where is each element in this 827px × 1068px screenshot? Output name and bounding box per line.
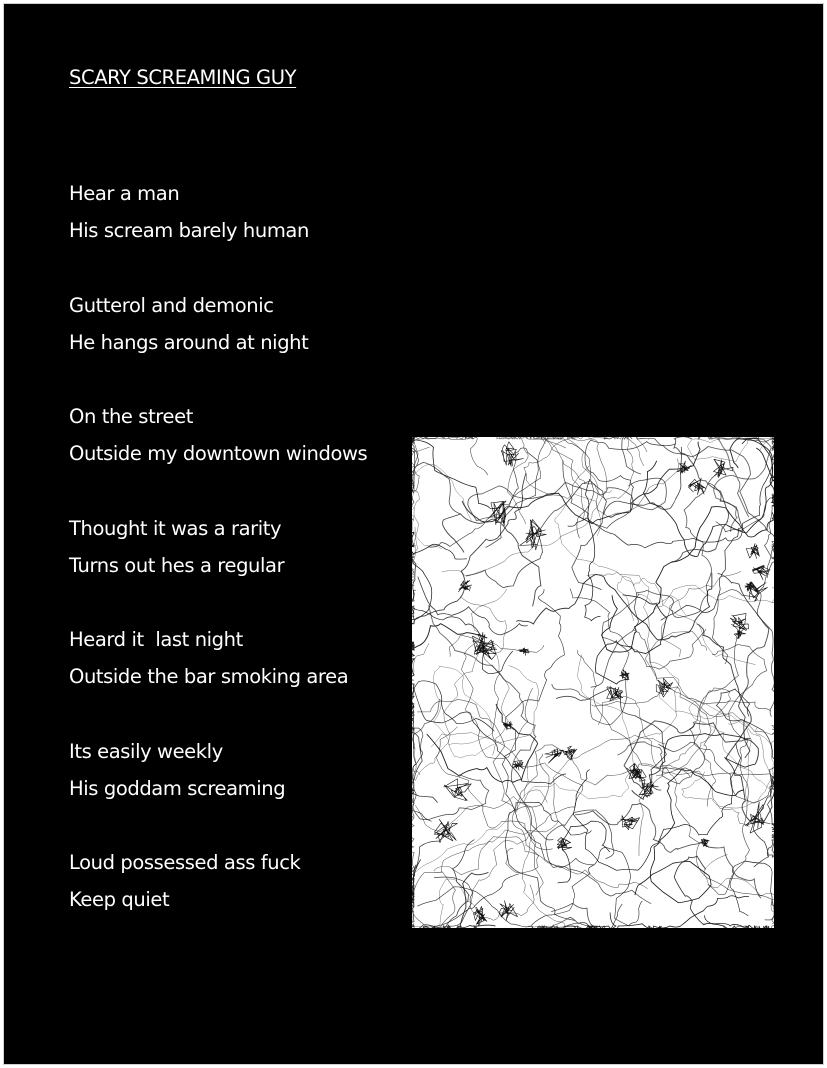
poem-line: Heard it last night	[69, 628, 243, 651]
scribble-stroke	[558, 821, 610, 883]
scribble-stroke	[436, 727, 543, 896]
scribble-stroke	[674, 856, 769, 928]
scribble-stroke	[412, 606, 513, 674]
poem-line: Keep quiet	[69, 888, 170, 911]
scribble-stroke	[505, 802, 591, 920]
scribble-stroke	[622, 437, 774, 578]
poem-line: Turns out hes a regular	[69, 553, 285, 577]
scribble-stroke	[718, 573, 769, 758]
scribble-stroke	[449, 635, 583, 849]
scribble-stroke	[523, 655, 634, 799]
poem-line: Outside the bar smoking area	[69, 665, 349, 688]
poem-body	[69, 175, 409, 956]
scribble-drawing	[412, 437, 774, 928]
stanza-3	[69, 398, 409, 472]
scribble-stroke	[415, 796, 536, 920]
poem-line: Thought it was a rarity	[69, 516, 282, 540]
scribble-stroke	[577, 896, 749, 928]
scribble-stroke	[412, 437, 488, 475]
poem-line: He hangs around at night	[69, 330, 309, 354]
poem-line: On the street	[69, 405, 193, 428]
scribble-stroke	[633, 630, 770, 711]
scribble-artwork	[412, 437, 774, 928]
scribble-stroke	[575, 803, 761, 898]
scribble-knot	[545, 748, 563, 763]
scribble-knot	[557, 837, 572, 850]
stanza-4	[69, 510, 409, 584]
scribble-knot	[444, 779, 472, 801]
scribble-stroke	[532, 903, 593, 928]
scribble-knot	[746, 544, 759, 559]
scribble-knot	[639, 781, 654, 797]
stanza-5	[69, 621, 409, 695]
scribble-stroke	[412, 696, 437, 802]
scribble-knot	[474, 906, 488, 926]
scribble-stroke	[602, 507, 774, 653]
scribble-stroke	[604, 447, 682, 515]
stanza-2	[69, 287, 409, 361]
scribble-stroke	[591, 460, 719, 688]
scribble-stroke	[716, 689, 774, 798]
scribble-knot	[499, 901, 517, 921]
scribble-stroke	[412, 487, 419, 585]
poem-title: SCARY SCREAMING GUY	[69, 66, 297, 89]
scribble-stroke	[412, 589, 507, 794]
poem-line: His goddam screaming	[69, 776, 286, 800]
scribble-stroke	[618, 742, 705, 784]
scribble-stroke	[659, 691, 752, 803]
scribble-stroke	[746, 584, 774, 717]
scribble-stroke	[643, 438, 774, 556]
scribble-stroke	[703, 895, 774, 928]
scribble-stroke	[412, 437, 499, 509]
scribble-knot	[621, 816, 640, 830]
scribble-stroke	[412, 465, 472, 549]
poem-line: Hear a man	[69, 182, 180, 205]
scribble-stroke	[704, 855, 774, 924]
poem-line: His scream barely human	[69, 219, 309, 242]
scribble-stroke	[434, 837, 648, 889]
scribble-stroke	[443, 514, 541, 606]
document-page	[3, 3, 824, 1065]
scribble-stroke	[596, 595, 667, 684]
scribble-knot	[501, 442, 523, 467]
scribble-stroke	[708, 644, 767, 894]
scribble-stroke	[570, 589, 706, 670]
stanza-7	[69, 844, 409, 918]
scribble-stroke	[712, 494, 774, 664]
scribble-stroke	[423, 874, 518, 928]
stanza-6	[69, 733, 409, 807]
scribble-stroke	[412, 775, 488, 820]
scribble-stroke	[441, 735, 665, 872]
scribble-stroke	[412, 473, 526, 624]
scribble-stroke	[639, 688, 731, 856]
stanza-1	[69, 175, 409, 249]
scribble-stroke	[460, 596, 509, 755]
poem-line: Loud possessed ass fuck	[69, 851, 301, 874]
scribble-stroke	[730, 439, 774, 506]
scribble-knot	[489, 501, 507, 526]
scribble-stroke	[563, 440, 676, 528]
scribble-knot	[749, 582, 767, 601]
poem-line: Its easily weekly	[69, 739, 223, 763]
scribble-stroke	[412, 872, 456, 928]
scribble-stroke	[523, 437, 644, 499]
scribble-stroke	[517, 573, 712, 640]
scribble-knot	[677, 461, 691, 473]
poem-line: Outside my downtown windows	[69, 442, 368, 465]
scribble-stroke	[568, 483, 743, 548]
scribble-stroke	[730, 861, 774, 920]
poem-line: Gutterol and demonic	[69, 293, 274, 317]
scribble-stroke	[412, 437, 473, 493]
